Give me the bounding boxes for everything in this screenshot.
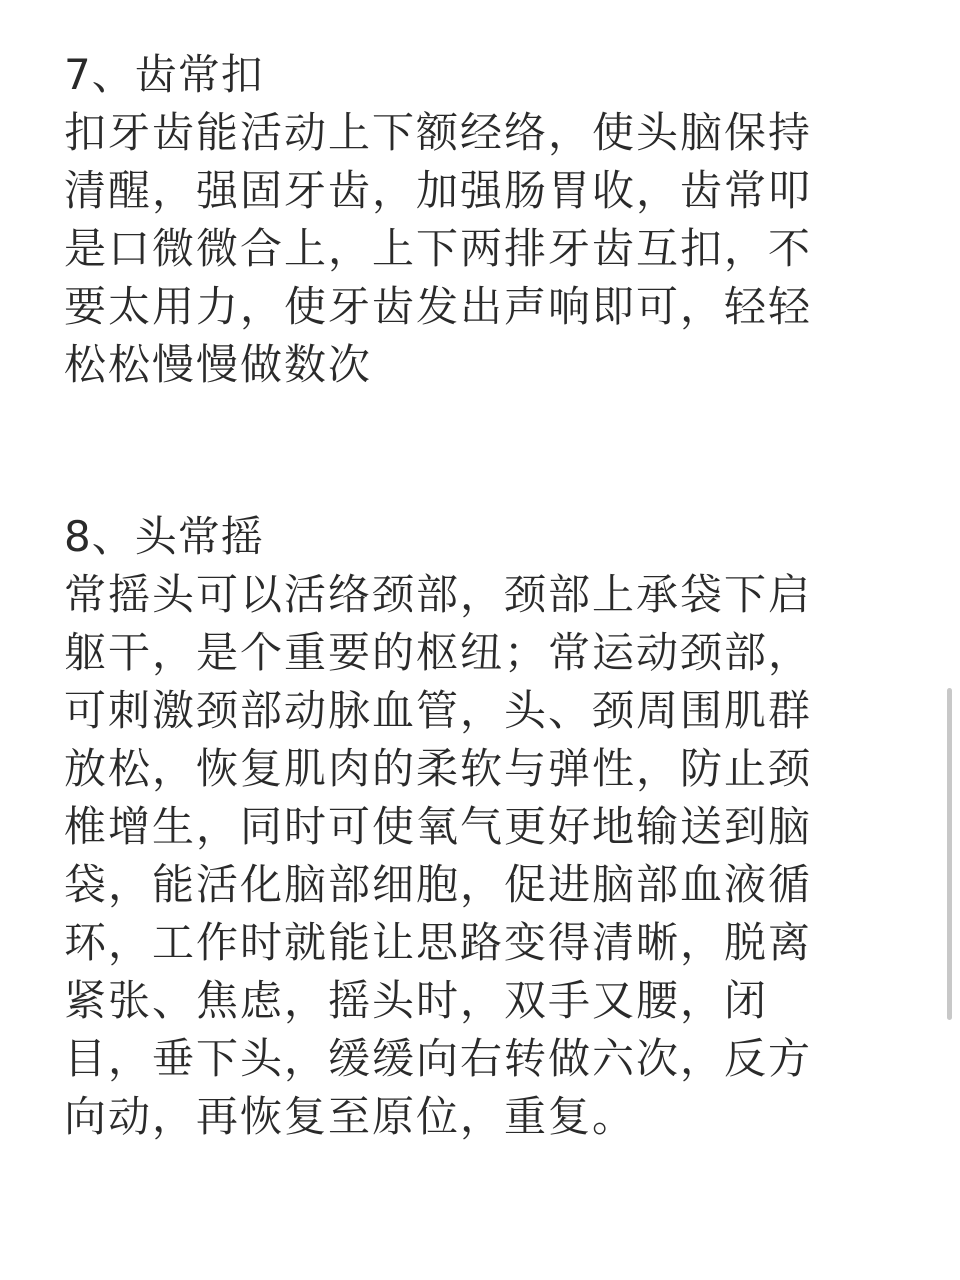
paragraph-line: 常摇头可以活络颈部，颈部上承袋下启: [64, 570, 813, 619]
paragraph-line: 袋，能活化脑部细胞，促进脑部血液循: [64, 860, 813, 909]
section-title: 7、齿常扣: [64, 50, 264, 99]
paragraph-line: 清醒，强固牙齿，加强肠胃收，齿常叩: [64, 166, 813, 215]
paragraph-line: 要太用力，使牙齿发出声响即可，轻轻: [64, 282, 813, 331]
article-content: [64, 46, 884, 1146]
section-head-shaking: [64, 508, 884, 1146]
vertical-scrollbar[interactable]: [947, 688, 952, 1020]
paragraph-line: 目，垂下头，缓缓向右转做六次，反方: [64, 1034, 813, 1083]
paragraph-line: 扣牙齿能活动上下额经络，使头脑保持: [64, 108, 813, 157]
paragraph-line: 放松，恢复肌肉的柔软与弹性，防止颈: [64, 744, 813, 793]
paragraph-line: 向动，再恢复至原位，重复。: [64, 1092, 637, 1141]
paragraph-line: 是口微微合上，上下两排牙齿互扣，不: [64, 224, 813, 273]
paragraph-line: 环，工作时就能让思路变得清晰，脱离: [64, 918, 813, 967]
paragraph-line: 椎增生，同时可使氧气更好地输送到脑: [64, 802, 813, 851]
section-title: 8、头常摇: [64, 512, 264, 561]
section-teeth-tapping: [64, 46, 884, 394]
paragraph-line: 可刺激颈部动脉血管，头、颈周围肌群: [64, 686, 813, 735]
paragraph-line: 紧张、焦虑，摇头时，双手又腰，闭: [64, 976, 769, 1025]
paragraph-line: 躯干，是个重要的枢纽；常运动颈部，: [64, 628, 813, 677]
paragraph-line: 松松慢慢做数次: [64, 340, 373, 389]
section-spacer: [64, 394, 884, 508]
